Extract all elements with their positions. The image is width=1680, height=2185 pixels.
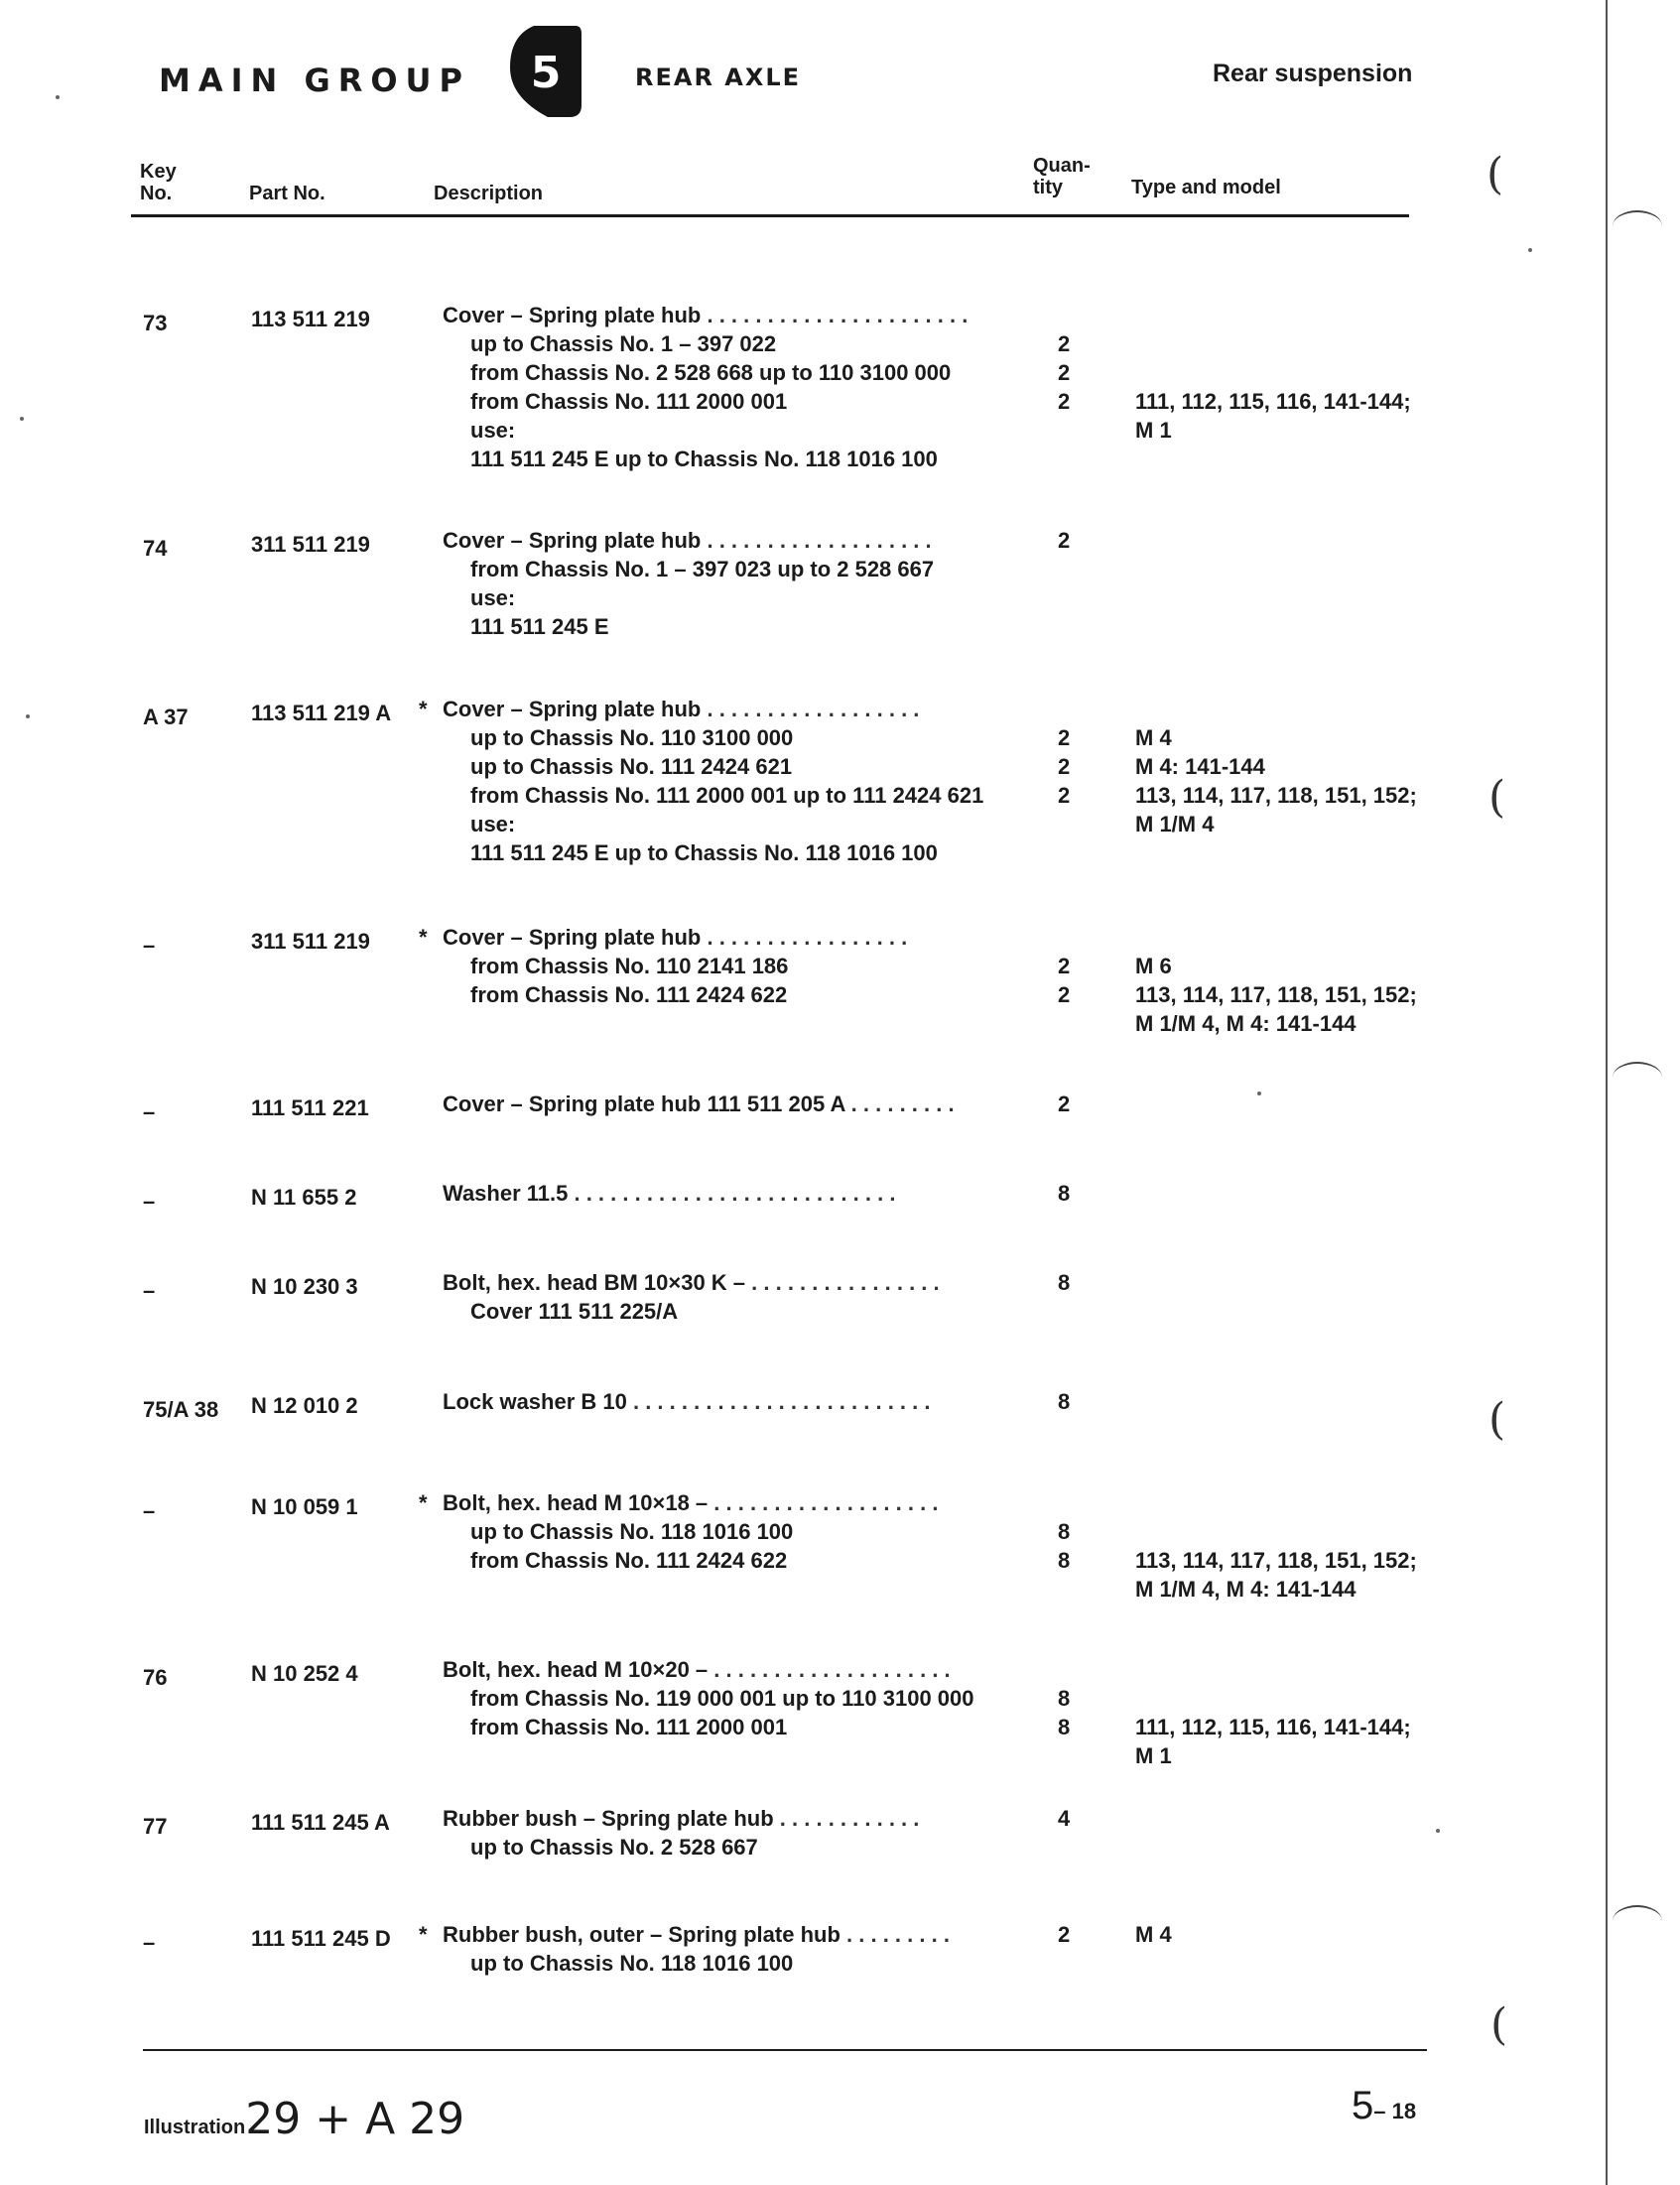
leader-dots: . . . . . . . . . [840,1922,950,1947]
description-title: Bolt, hex. head BM 10×30 K – [443,1270,746,1295]
quantity-value: 2 [1058,389,1071,414]
type-value: 113, 114, 117, 118, 151, 152; [1135,783,1417,808]
quantity [1058,1268,1088,1297]
illustration-reference: Illustration29 + A 29 [144,2094,465,2144]
type-and-model [1135,1488,1463,1604]
quantity-value: 8 [1058,1519,1071,1544]
key-number: A 37 [143,705,189,729]
quantity-value: 8 [1058,1389,1071,1414]
type-value: 113, 114, 117, 118, 151, 152; [1135,1548,1417,1573]
quantity-value: 2 [1058,954,1071,978]
ring-mark: ( [1488,1394,1506,1445]
scan-speck [1528,248,1532,252]
description-title: Cover – Spring plate hub [443,303,702,327]
type-value: M 1 [1135,418,1172,443]
key-number: – [143,1498,156,1523]
quantity [1058,1488,1088,1575]
type-and-model [1135,1920,1463,1949]
type-value: M 1/M 4, M 4: 141-144 [1135,1011,1357,1036]
quantity-value [1058,923,1088,952]
type-value: M 1/M 4, M 4: 141-144 [1135,1577,1357,1602]
description-detail: from Chassis No. 1 – 397 023 up to 2 528 667 [470,557,935,581]
quantity-value: 8 [1058,1181,1071,1206]
quantity [1058,1179,1088,1208]
key-number: – [143,933,156,958]
description-detail: from Chassis No. 111 2424 622 [470,982,788,1007]
scan-speck [1257,1092,1261,1095]
type-value: M 6 [1135,954,1172,978]
description-detail: from Chassis No. 111 2000 001 [470,1715,788,1739]
key-number: – [143,1189,156,1214]
description-detail: up to Chassis No. 110 3100 000 [470,725,794,750]
part-number: N 10 252 4 [251,1661,358,1686]
quantity [1058,301,1088,416]
type-value [1135,1517,1463,1546]
description-title: Cover – Spring plate hub [443,925,702,950]
punch-hole-arc [1613,1062,1662,1093]
quantity [1058,1804,1088,1833]
new-part-star-icon: * [419,925,428,950]
footer-rule [143,2049,1427,2051]
type-value [1135,1655,1463,1684]
leader-dots: . . . . . . . . . . . . . . . . . . . [701,528,932,553]
key-number: 74 [143,536,168,561]
description-title: Cover – Spring plate hub 111 511 205 A [443,1092,845,1116]
type-value: 111, 112, 115, 116, 141-144; [1135,389,1411,414]
leader-dots: . . . . . . . . . . . . . . . . . . [701,697,920,721]
description [443,1268,1018,1326]
ring-mark: ( [1490,1999,1508,2050]
quantity-value: 2 [1058,528,1071,553]
description [443,526,1018,641]
leader-dots: . . . . . . . . . . . . . . . . . . . . . . [701,303,969,327]
description-detail: up to Chassis No. 1 – 397 022 [470,331,777,356]
part-number: 311 511 219 [251,929,370,954]
type-value [1135,301,1463,329]
quantity-value: 2 [1058,725,1071,750]
leader-dots: . . . . . . . . . . . . [773,1806,920,1831]
type-and-model [1135,695,1463,838]
quantity-value: 2 [1058,1092,1071,1116]
description [419,1488,1018,1575]
description-title: Rubber bush, outer – Spring plate hub [443,1922,840,1947]
description-detail: use: [470,418,516,443]
quantity [1058,923,1088,1009]
column-quantity: Quan- tity [1033,155,1091,198]
type-and-model [1135,301,1463,445]
column-part: Part No. [249,183,325,204]
quantity-value: 4 [1058,1806,1071,1831]
quantity-value: 2 [1058,331,1071,356]
description-title: Bolt, hex. head M 10×18 – [443,1490,709,1515]
new-part-star-icon: * [419,1490,428,1515]
leader-dots: . . . . . . . . . . . . . . . . . . . [708,1490,939,1515]
quantity-value: 2 [1058,783,1071,808]
type-value: 113, 114, 117, 118, 151, 152; [1135,982,1417,1007]
quantity-value [1058,301,1088,329]
type-value [1135,923,1463,952]
quantity-value: 2 [1058,982,1071,1007]
part-number: 111 511 245 D [251,1926,391,1951]
page-number: 5– 18 [1352,2084,1417,2127]
description-title: Cover – Spring plate hub [443,528,702,553]
column-type: Type and model [1131,177,1281,198]
group-number-badge [504,22,583,121]
description-title: Bolt, hex. head M 10×20 – [443,1657,709,1682]
part-number: 311 511 219 [251,532,370,557]
part-number: 113 511 219 A [251,701,392,725]
scan-speck [56,95,60,99]
punch-hole-arc [1613,210,1662,242]
part-number: N 11 655 2 [251,1185,357,1210]
type-and-model [1135,1655,1463,1770]
quantity-value [1058,695,1088,723]
type-value: M 1 [1135,1743,1172,1768]
type-value [1135,1684,1463,1713]
binding-edge [1606,0,1608,2185]
description [419,923,1018,1009]
ring-mark: ( [1488,772,1506,823]
ring-mark: ( [1486,149,1504,199]
description-detail: from Chassis No. 111 2000 001 up to 111 2424 621 [470,783,984,808]
description-detail: from Chassis No. 2 528 668 up to 110 3100 000 [470,360,952,385]
new-part-star-icon: * [419,1922,428,1947]
column-description: Description [434,183,544,204]
type-value [1135,695,1463,723]
description [419,1920,1018,1978]
scan-speck [20,417,24,421]
punch-hole-arc [1613,1905,1662,1937]
column-key: Key No. [140,161,177,204]
leader-dots: . . . . . . . . . [844,1092,955,1116]
description-title: Washer 11.5 [443,1181,569,1206]
description-detail: use: [470,812,516,836]
quantity-value: 2 [1058,754,1071,779]
description-detail: from Chassis No. 111 2424 622 [470,1548,788,1573]
key-number: 77 [143,1814,168,1839]
type-value: M 1/M 4 [1135,812,1215,836]
description [443,1090,1018,1118]
type-value [1135,1488,1463,1517]
scan-speck [26,714,30,718]
new-part-star-icon: * [419,697,428,721]
quantity [1058,695,1088,810]
quantity-value [1058,1655,1088,1684]
part-number: N 10 230 3 [251,1274,358,1299]
description-detail: Cover 111 511 225/A [470,1299,679,1324]
quantity [1058,1655,1088,1741]
quantity-value: 8 [1058,1686,1071,1711]
type-value: 111, 112, 115, 116, 141-144; [1135,1715,1411,1739]
leader-dots: . . . . . . . . . . . . . . . . . [701,925,908,950]
scan-speck [1436,1829,1440,1833]
type-value [1135,329,1463,358]
part-number: 113 511 219 [251,307,370,331]
main-group-heading: MAIN GROUP [159,62,470,99]
description-detail: use: [470,585,516,610]
header-rule [131,214,1409,217]
description [419,695,1018,867]
quantity-value: 2 [1058,1922,1071,1947]
description-detail: 111 511 245 E [470,614,609,639]
key-number: – [143,1099,156,1124]
quantity [1058,526,1088,555]
key-number: 73 [143,311,168,335]
description [443,1387,1018,1416]
quantity-value: 8 [1058,1548,1071,1573]
subsection-heading: Rear suspension [1213,60,1413,87]
type-value [1135,358,1463,387]
description-detail: from Chassis No. 119 000 001 up to 110 3100 000 [470,1686,974,1711]
description-detail: 111 511 245 E up to Chassis No. 118 1016 100 [470,447,938,471]
quantity [1058,1920,1088,1949]
description-title: Lock washer B 10 [443,1389,627,1414]
key-number: 75/A 38 [143,1397,219,1422]
description [443,1655,1018,1741]
quantity [1058,1090,1088,1118]
type-value: M 4 [1135,725,1172,750]
part-number: N 12 010 2 [251,1393,358,1418]
type-value: M 4 [1135,1922,1172,1947]
leader-dots: . . . . . . . . . . . . . . . . . . . . . . . . . . . [568,1181,896,1206]
description-detail: 111 511 245 E up to Chassis No. 118 1016 100 [470,840,938,865]
group-number: 5 [530,48,562,98]
quantity-value: 8 [1058,1270,1071,1295]
key-number: 76 [143,1665,168,1690]
type-value: M 4: 141-144 [1135,754,1265,779]
description-detail: from Chassis No. 111 2000 001 [470,389,788,414]
quantity [1058,1387,1088,1416]
description-title: Cover – Spring plate hub [443,697,702,721]
description-detail: up to Chassis No. 118 1016 100 [470,1951,794,1976]
quantity-value: 2 [1058,360,1071,385]
type-and-model [1135,923,1463,1038]
key-number: – [143,1278,156,1303]
quantity-value [1058,1488,1088,1517]
part-number: 111 511 221 [251,1095,369,1120]
leader-dots: . . . . . . . . . . . . . . . . . . . . . . . . . [626,1389,931,1414]
part-number: N 10 059 1 [251,1494,358,1519]
leader-dots: . . . . . . . . . . . . . . . . . . . . [708,1657,951,1682]
description [443,301,1018,473]
part-number: 111 511 245 A [251,1810,390,1835]
description [443,1804,1018,1862]
description-detail: up to Chassis No. 2 528 667 [470,1835,758,1860]
description-detail: up to Chassis No. 118 1016 100 [470,1519,794,1544]
description-title: Rubber bush – Spring plate hub [443,1806,774,1831]
section-heading: REAR AXLE [635,64,802,91]
description-detail: from Chassis No. 110 2141 186 [470,954,789,978]
description-detail: up to Chassis No. 111 2424 621 [470,754,793,779]
leader-dots: . . . . . . . . . . . . . . . . [745,1270,940,1295]
key-number: – [143,1930,156,1955]
quantity-value: 8 [1058,1715,1071,1739]
description [443,1179,1018,1208]
